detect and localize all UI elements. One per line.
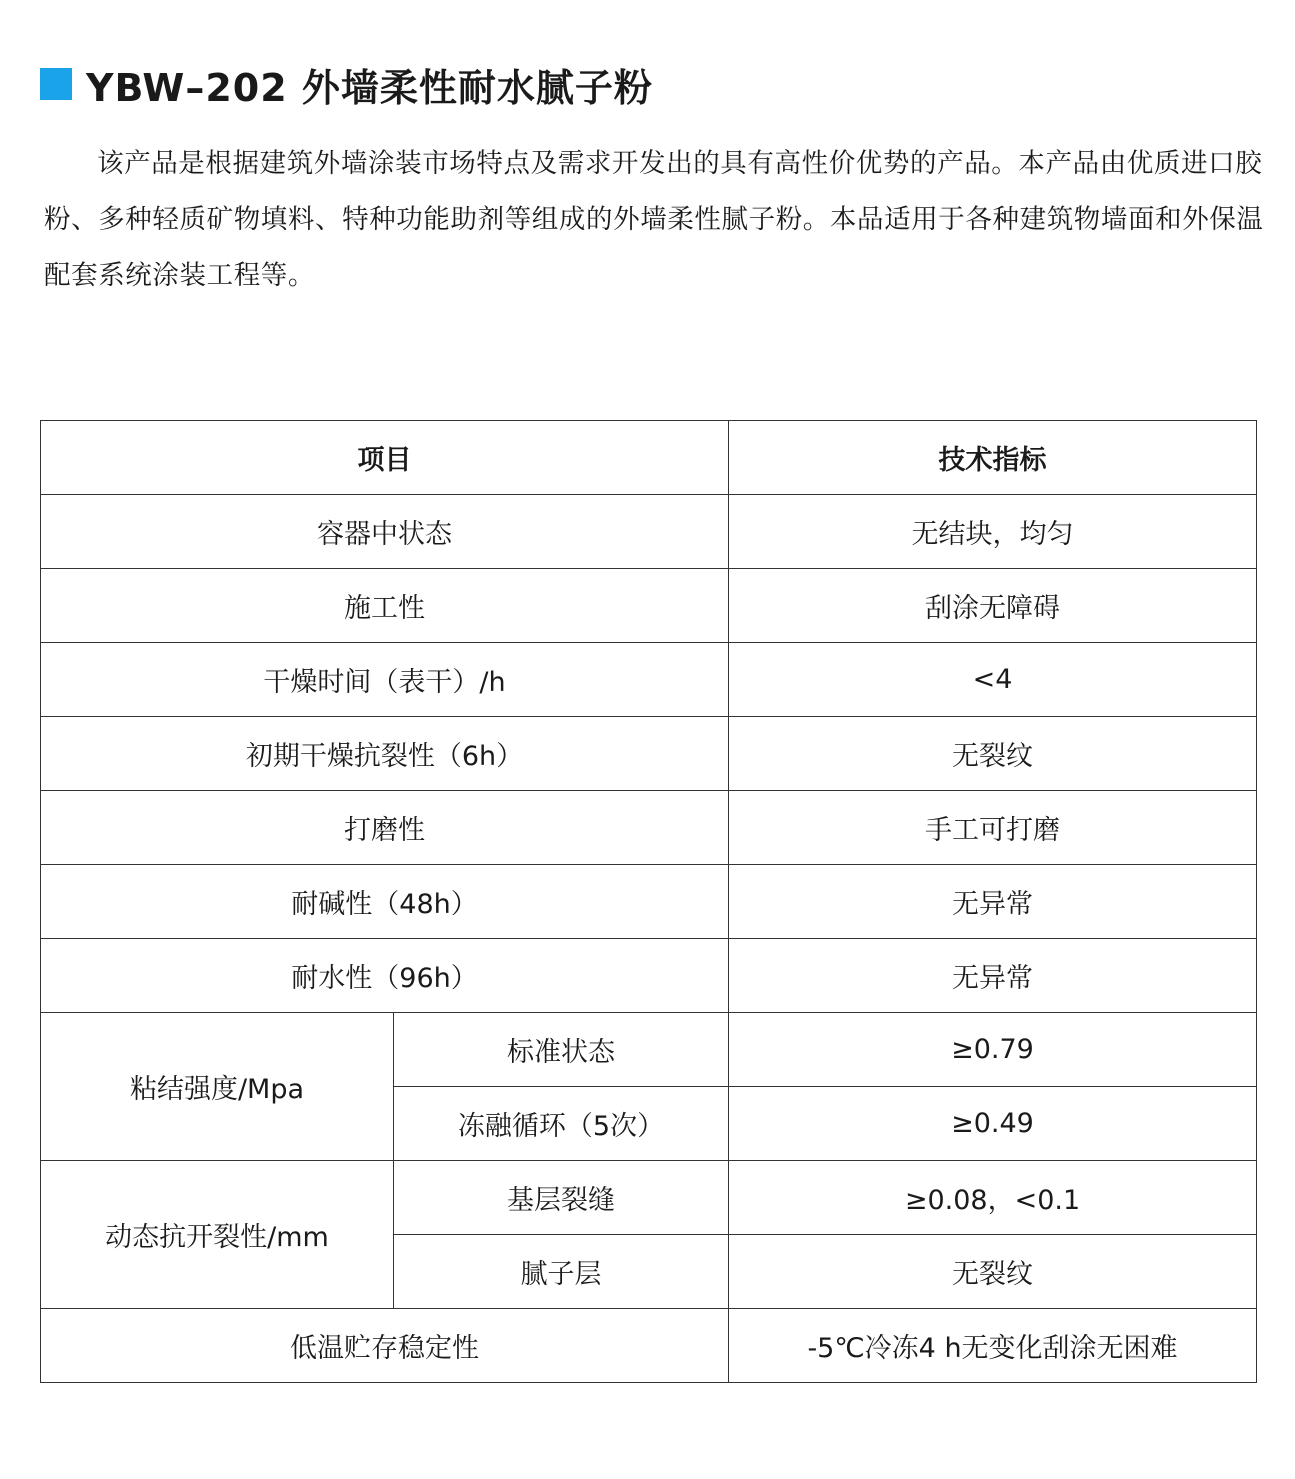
- table-row: [41, 865, 1257, 939]
- row-item: 低温贮存稳定性: [41, 1309, 729, 1383]
- table-row: [41, 939, 1257, 1013]
- row-item: 初期干燥抗裂性（6h）: [41, 717, 729, 791]
- table-row: [41, 643, 1257, 717]
- crack-resistance-label: 动态抗开裂性/mm: [41, 1161, 394, 1309]
- page-title: YBW–202 外墙柔性耐水腻子粉: [86, 65, 653, 110]
- bond-strength-value-freeze-thaw: ≥0.49: [729, 1087, 1257, 1161]
- table-row: [41, 1309, 1257, 1383]
- crack-resistance-sub-base: 基层裂缝: [394, 1161, 729, 1235]
- crack-resistance-sub-putty: 腻子层: [394, 1235, 729, 1309]
- row-value: 无异常: [729, 865, 1257, 939]
- row-value: 手工可打磨: [729, 791, 1257, 865]
- table-header-row: [41, 421, 1257, 495]
- row-item: 耐水性（96h）: [41, 939, 729, 1013]
- row-value: -5℃冷冻4 h无变化刮涂无困难: [729, 1309, 1257, 1383]
- title-marker-square: [40, 68, 72, 100]
- table-row: [41, 791, 1257, 865]
- spec-table: [40, 420, 1257, 1383]
- row-value: <4: [729, 643, 1257, 717]
- crack-resistance-value-base: ≥0.08，<0.1: [729, 1161, 1257, 1235]
- row-value: 无结块，均匀: [729, 495, 1257, 569]
- crack-resistance-value-putty: 无裂纹: [729, 1235, 1257, 1309]
- header-spec: 技术指标: [729, 421, 1257, 495]
- bond-strength-value-standard: ≥0.79: [729, 1013, 1257, 1087]
- page-header: [40, 56, 653, 112]
- row-value: 刮涂无障碍: [729, 569, 1257, 643]
- row-item: 耐碱性（48h）: [41, 865, 729, 939]
- bond-strength-sub-freeze-thaw: 冻融循环（5次）: [394, 1087, 729, 1161]
- bond-strength-sub-standard: 标准状态: [394, 1013, 729, 1087]
- row-item: 干燥时间（表干）/h: [41, 643, 729, 717]
- table-row: [41, 717, 1257, 791]
- row-value: 无裂纹: [729, 717, 1257, 791]
- row-item: 容器中状态: [41, 495, 729, 569]
- table-row: [41, 495, 1257, 569]
- header-item: 项目: [41, 421, 729, 495]
- table-row: [41, 569, 1257, 643]
- bond-strength-label: 粘结强度/Mpa: [41, 1013, 394, 1161]
- table-row: [41, 1013, 1257, 1087]
- intro-paragraph: 该产品是根据建筑外墙涂装市场特点及需求开发出的具有高性价优势的产品。本产品由优质进口胶粉、多种轻质矿物填料、特种功能助剂等组成的外墙柔性腻子粉。本品适用于各种建筑物墙面和外保温配套系统涂装工程等。: [44, 148, 1264, 291]
- row-item: 施工性: [41, 569, 729, 643]
- row-value: 无异常: [729, 939, 1257, 1013]
- row-item: 打磨性: [41, 791, 729, 865]
- table-row: [41, 1161, 1257, 1235]
